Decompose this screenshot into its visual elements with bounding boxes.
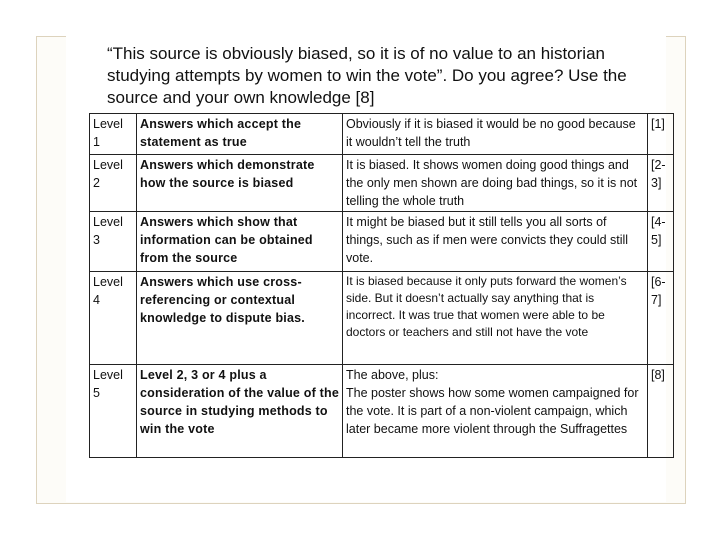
marks-cell: [2-3] [648, 155, 674, 212]
example-cell: Obviously if it is biased it would be no good because it wouldn’t tell the truth [343, 114, 648, 155]
descriptor-cell: Level 2, 3 or 4 plus a consideration of the value of the source in studying methods to win the vote [137, 365, 343, 458]
question-text: “This source is obviously biased, so it is of no value to an historian studying attempts by women to win the vote”. Do you agree? Use the source and your own knowledge [8] [107, 44, 627, 107]
table-row [90, 212, 674, 272]
descriptor-cell: Answers which use cross-referencing or contextual knowledge to dispute bias. [137, 272, 343, 365]
example-cell: It is biased because it only puts forward the women’s side. But it doesn’t actually say anything that is incorrect. It was true that women were able to be doctors or teachers and still not have the vote [343, 272, 648, 365]
marks-cell: [8] [648, 365, 674, 458]
level-cell: Level 2 [90, 155, 137, 212]
example-intro: The above, plus: [346, 368, 439, 382]
example-cell: It might be biased but it still tells you all sorts of things, such as if men were convicts they could still vote. [343, 212, 648, 272]
level-cell: Level 3 [90, 212, 137, 272]
table-row [90, 272, 674, 365]
example-cell [343, 365, 648, 458]
level-cell: Level 1 [90, 114, 137, 155]
level-cell: Level 5 [90, 365, 137, 458]
descriptor-cell: Answers which accept the statement as true [137, 114, 343, 155]
table-row [90, 155, 674, 212]
descriptor-cell: Answers which show that information can be obtained from the source [137, 212, 343, 272]
marks-cell: [4-5] [648, 212, 674, 272]
level-cell: Level 4 [90, 272, 137, 365]
marks-cell: [6-7] [648, 272, 674, 365]
table-row [90, 365, 674, 458]
table-row [90, 114, 674, 155]
example-body: The poster shows how some women campaigned for the vote. It is part of a non-violent campaign, which later became more violent through the Suffragettes [346, 386, 639, 436]
example-cell: It is biased. It shows women doing good things and the only men shown are doing bad things, so it is not telling the whole truth [343, 155, 648, 212]
mark-scheme-table [89, 113, 674, 458]
descriptor-cell: Answers which demonstrate how the source is biased [137, 155, 343, 212]
marks-cell: [1] [648, 114, 674, 155]
